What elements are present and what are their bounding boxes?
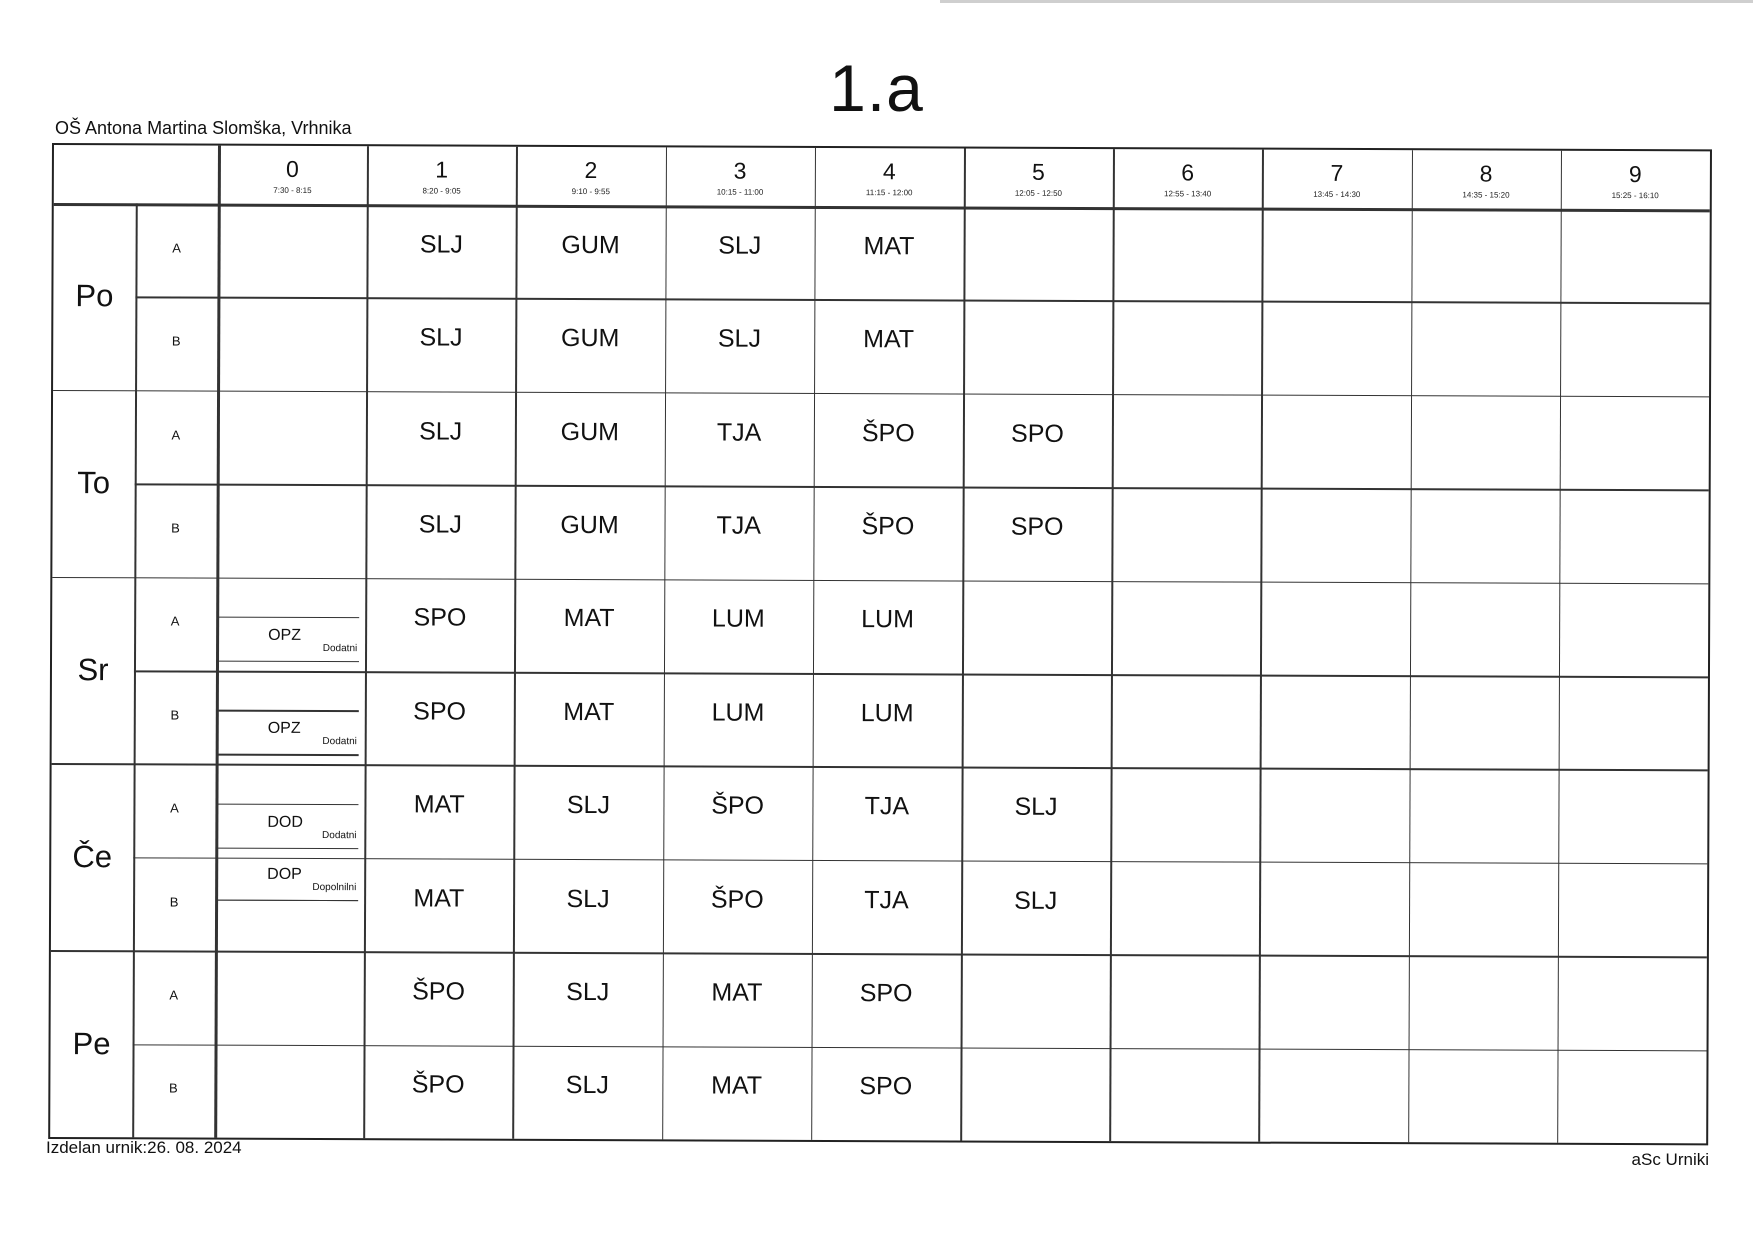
group-label: A [170,613,180,629]
subject-cell: SPO [1011,419,1064,448]
subject-cell: MAT [711,1071,763,1101]
extra-activity-type: Dodatni [322,642,358,654]
subject-cell: LUM [860,698,914,727]
day-label: Če [72,838,113,875]
period-time: 9:10 - 9:55 [571,186,610,197]
period-time: 14:35 - 15:20 [1462,190,1510,200]
subject-cell: LUM [861,605,915,634]
subject-cell: GUM [560,510,619,540]
day-separator [51,950,1707,958]
subject-cell: SPO [859,1072,913,1101]
period-number: 3 [733,157,747,184]
group-row-separator [135,297,1709,305]
extra-activity-rule [217,803,358,805]
subject-cell: ŠPO [861,418,915,447]
period-number: 0 [286,155,299,182]
period-time: 7:30 - 8:15 [273,185,312,195]
period-time: 11:15 - 12:00 [865,188,913,198]
subject-cell: MAT [413,790,465,819]
extra-activity-rule [218,710,359,712]
subject-cell: GUM [561,324,620,353]
group-row-separator [133,857,1707,865]
extra-activity-type: Dopolnilni [312,881,357,893]
subject-cell: SLJ [566,977,610,1007]
subject-cell: ŠPO [412,977,465,1006]
group-label: B [171,520,180,536]
group-row-separator [133,1044,1707,1052]
column-separator [1109,149,1114,1141]
column-separator [960,149,965,1141]
subject-cell: SLJ [1014,886,1058,915]
period-number: 1 [435,156,449,183]
timetable-grid [48,143,1712,1145]
period-time: 12:05 - 12:50 [1014,188,1063,198]
subject-cell: ŠPO [411,1070,465,1099]
subject-cell: SLJ [566,791,611,820]
subject-cell: SLJ [717,324,762,353]
extra-activity-type: Dodatni [322,736,357,748]
day-label: Po [75,278,114,314]
subject-cell: MAT [563,697,615,726]
period-number: 5 [1032,158,1045,185]
period-number: 8 [1479,160,1493,187]
extra-activity-name: OPZ [268,626,302,644]
extra-activity-name: OPZ [267,720,301,738]
period-time: 8:20 - 9:05 [422,186,461,196]
subject-cell: SPO [1010,512,1064,541]
subject-cell: SLJ [566,884,610,913]
subject-cell: TJA [716,511,761,540]
subject-cell: GUM [561,230,620,259]
class-title: 1.a [829,51,924,125]
subject-cell: MAT [563,604,615,633]
column-separator [1408,150,1413,1142]
subject-cell: SLJ [419,323,463,352]
extra-activity-rule [217,847,358,849]
subject-cell: TJA [716,418,762,447]
subject-cell: MAT [711,978,763,1007]
period-number: 7 [1330,159,1344,186]
group-row-separator [135,484,1709,492]
day-label: Sr [77,652,109,688]
subject-cell: ŠPO [710,885,764,914]
group-label: B [169,893,179,909]
header-bottom-rule [54,203,1710,212]
subject-cell: SLJ [1014,792,1058,821]
subject-cell: LUM [711,604,765,634]
period-number: 2 [584,157,598,184]
subject-cell: ŠPO [711,791,765,820]
subject-cell: SPO [413,697,467,726]
extra-activity-rule [218,754,359,756]
extra-activity-type: Dodatni [322,829,357,841]
subject-cell: GUM [560,417,620,446]
subject-cell: SPO [413,603,467,632]
period-time: 10:15 - 11:00 [716,187,764,197]
subject-cell: TJA [864,792,910,821]
period-number: 6 [1181,159,1195,186]
extra-activity-rule [218,616,359,618]
extra-activity-name: DOD [267,813,303,831]
day-label: Pe [72,1025,111,1061]
group-label: A [169,987,179,1003]
software-credit: aSc Urniki [1631,1150,1709,1169]
day-separator [52,577,1708,585]
school-name: OŠ Antona Martina Slomška, Vrhnika [55,118,352,138]
subject-cell: SLJ [565,1071,609,1100]
day-separator [52,763,1708,771]
subject-cell: SLJ [718,231,762,260]
first-column-separator [214,146,220,1138]
column-separator [1557,151,1562,1143]
extra-activity-name: DOP [267,865,302,883]
subject-cell: SLJ [418,510,462,539]
period-number: 4 [882,158,896,185]
column-separator [1259,150,1264,1142]
period-time: 12:55 - 13:40 [1163,189,1212,199]
group-label: B [168,1080,178,1096]
top-edge-rule [940,0,1753,3]
period-time: 15:25 - 16:10 [1611,190,1659,201]
created-date: Izdelan urnik:26. 08. 2024 [46,1138,242,1157]
period-number: 9 [1628,161,1642,188]
subject-cell: TJA [864,885,909,914]
period-time: 13:45 - 14:30 [1313,189,1361,200]
subject-cell: MAT [863,231,915,260]
group-label: A [172,240,181,256]
subject-cell: MAT [413,883,465,913]
subject-cell: ŠPO [861,512,915,541]
group-label: B [171,333,181,349]
group-label: A [171,426,181,442]
subject-cell: SPO [859,978,913,1008]
group-label: B [170,707,180,723]
day-label: To [77,465,111,501]
day-separator [53,390,1709,398]
extra-activity-rule [218,661,359,663]
subject-cell: LUM [711,698,765,727]
subject-cell: SLJ [419,230,463,259]
group-row-separator [134,670,1708,678]
group-label: A [170,800,179,816]
subject-cell: MAT [863,325,915,354]
subject-cell: SLJ [419,416,463,446]
